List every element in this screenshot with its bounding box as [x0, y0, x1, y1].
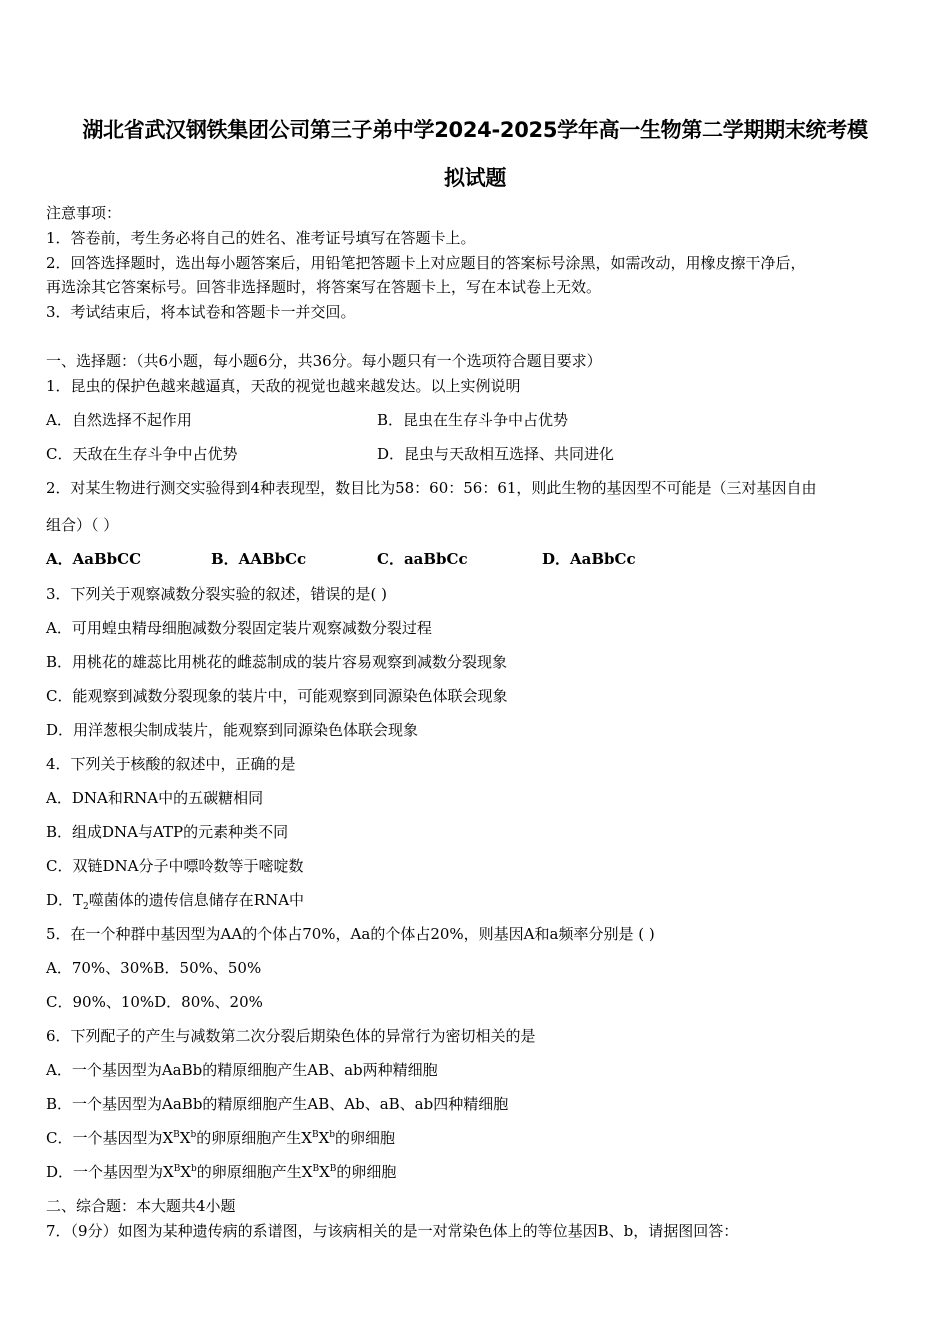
- question-5-stem: 5．在一个种群中基因型为AA的个体占70%，Aa的个体占20%，则基因A和a频率分别是 ( ): [46, 925, 655, 943]
- q3-option-b: B．用桃花的雄蕊比用桃花的雌蕊制成的装片容易观察到减数分裂现象: [46, 653, 508, 671]
- question-6-stem: 6．下列配子的产生与减数第二次分裂后期染色体的异常行为密切相关的是: [46, 1027, 536, 1045]
- notice-heading: 注意事项：: [46, 204, 122, 222]
- q2-option-c: C．aaBbCc: [377, 550, 468, 568]
- q4-option-b: B．组成DNA与ATP的元素种类不同: [46, 823, 289, 841]
- q6-option-d: D．一个基因型为$X^BX^b$的卵原细胞产生$X^BX^B$的卵细胞: [46, 1163, 397, 1181]
- question-2-stem-2: 组合）（ ）: [46, 516, 119, 534]
- section-2-heading: 二、综合题：本大题共4小题: [46, 1197, 236, 1215]
- exam-title-line2: 拟试题: [443, 166, 507, 190]
- exam-title-line1: 湖北省武汉钢铁集团公司第三子弟中学2024-2025学年高一生物第二学期期末统考模: [82, 118, 868, 142]
- q5-options-ab: A．70%、30%B．50%、50%: [46, 959, 262, 977]
- question-4-stem: 4．下列关于核酸的叙述中，正确的是: [46, 755, 296, 773]
- question-3-stem: 3．下列关于观察减数分裂实验的叙述，错误的是( ): [46, 585, 388, 603]
- q3-option-c: C．能观察到减数分裂现象的装片中，可能观察到同源染色体联会现象: [46, 687, 508, 705]
- question-1-stem: 1．昆虫的保护色越来越逼真，天敌的视觉也越来越发达。以上实例说明: [46, 377, 521, 395]
- q6-option-c: C．一个基因型为$X^BX^b$的卵原细胞产生$X^BX^b$的卵细胞: [46, 1129, 396, 1147]
- q2-option-a: A．AaBbCC: [46, 550, 142, 568]
- q1-option-d: D．昆虫与天敌相互选择、共同进化: [377, 445, 615, 463]
- q2-option-b: B．AABbCc: [211, 550, 307, 568]
- q6-option-a: A．一个基因型为AaBb的精原细胞产生AB、ab两种精细胞: [46, 1061, 438, 1079]
- q3-option-a: A．可用蝗虫精母细胞减数分裂固定装片观察减数分裂过程: [46, 619, 432, 637]
- q3-option-d: D．用洋葱根尖制成装片，能观察到同源染色体联会现象: [46, 721, 419, 739]
- notice-item-3: 3．考试结束后，将本试卷和答题卡一并交回。: [46, 303, 356, 321]
- question-2-stem-1: 2．对某生物进行测交实验得到4种表现型，数目比为58：60：56：61，则此生物的基因型不可能是（三对基因自由: [46, 479, 817, 497]
- q4-option-c: C．双链DNA分子中嘌呤数等于嘧啶数: [46, 857, 304, 875]
- q6-option-b: B．一个基因型为AaBb的精原细胞产生AB、Ab、aB、ab四种精细胞: [46, 1095, 509, 1113]
- section-1-heading: 一、选择题：（共6小题，每小题6分，共36分。每小题只有一个选项符合题目要求）: [46, 352, 602, 370]
- q4-option-a: A．DNA和RNA中的五碳糖相同: [46, 789, 264, 807]
- q2-option-d: D．AaBbCc: [542, 550, 636, 568]
- q5-options-cd: C．90%、10%D．80%、20%: [46, 993, 263, 1011]
- q1-option-c: C．天敌在生存斗争中占优势: [46, 445, 238, 463]
- q1-option-b: B．昆虫在生存斗争中占优势: [377, 411, 569, 429]
- q4-option-d: D．$T_2$噬菌体的遗传信息储存在RNA中: [46, 891, 305, 912]
- notice-item-2a: 2．回答选择题时，选出每小题答案后，用铅笔把答题卡上对应题目的答案标号涂黑，如需改动，用橡皮擦干净后，: [46, 254, 806, 272]
- notice-item-1: 1．答卷前，考生务必将自己的姓名、准考证号填写在答题卡上。: [46, 229, 476, 247]
- notice-item-2b: 再选涂其它答案标号。回答非选择题时，将答案写在答题卡上，写在本试卷上无效。: [46, 278, 602, 296]
- question-7-stem: 7．（9分）如图为某种遗传病的系谱图，与该病相关的是一对常染色体上的等位基因B、b，请据图回答：: [46, 1222, 739, 1240]
- q1-option-a: A．自然选择不起作用: [46, 411, 192, 429]
